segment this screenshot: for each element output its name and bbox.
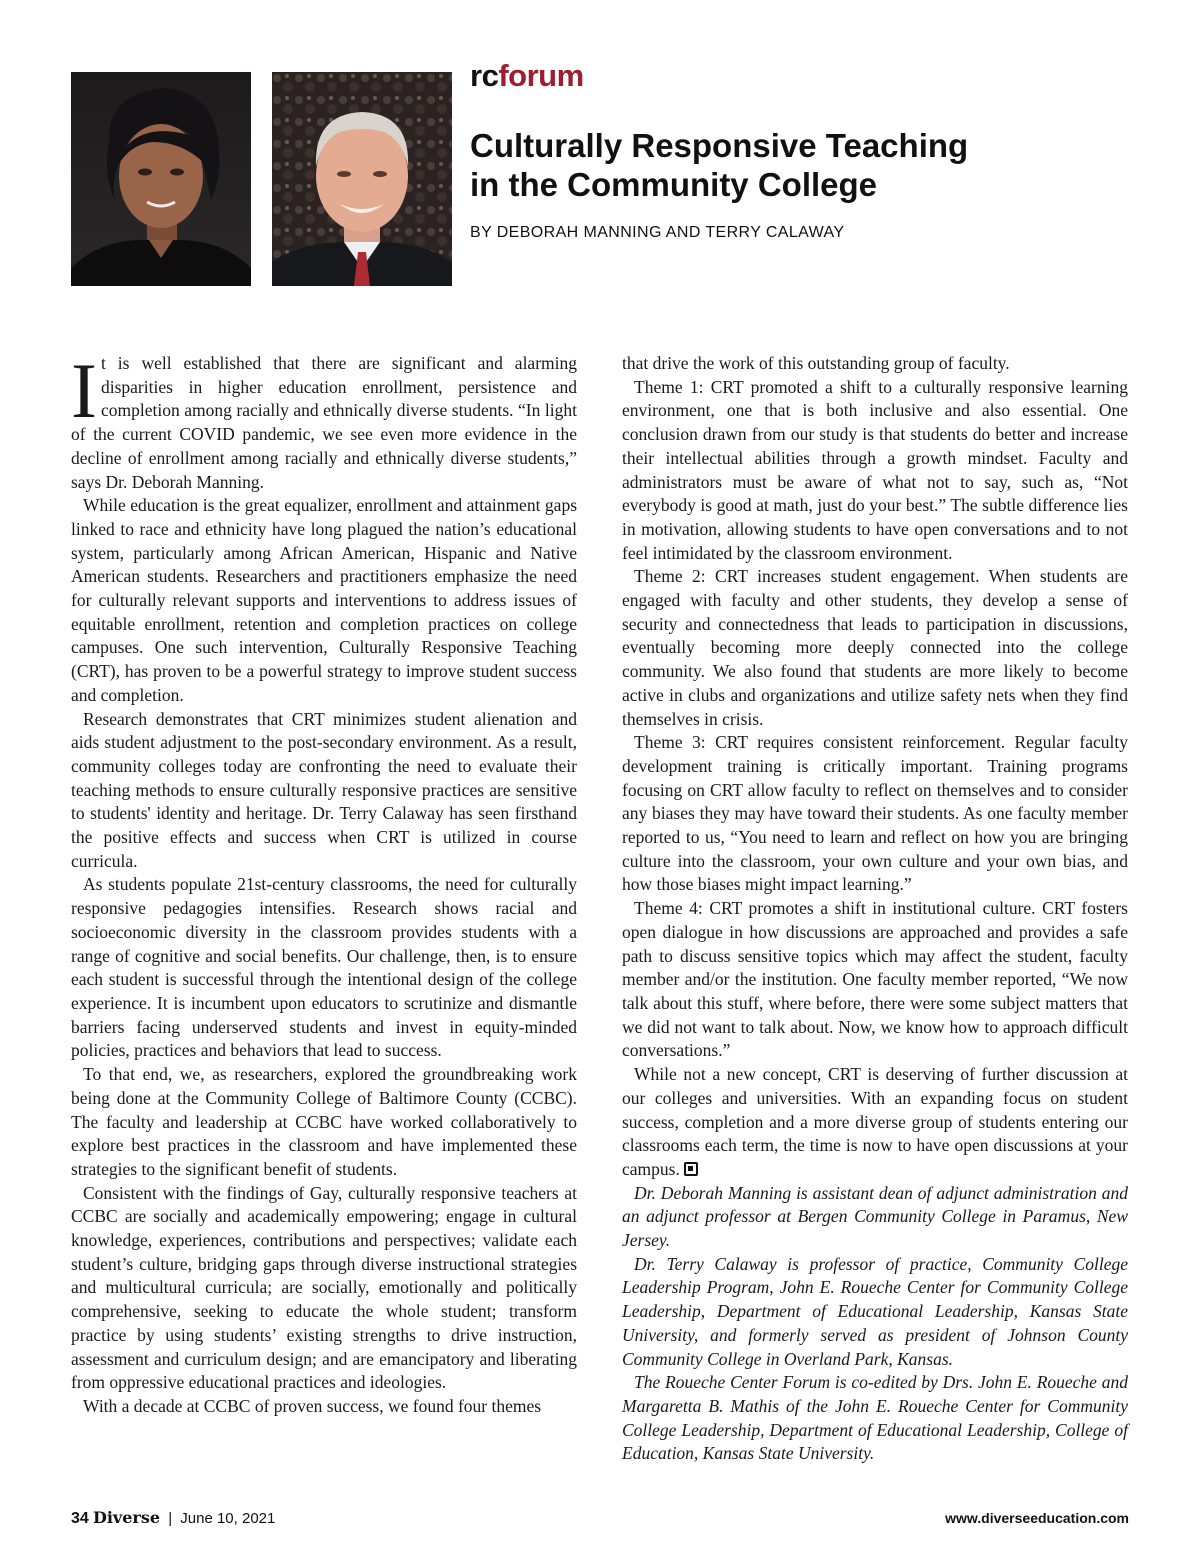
article-byline: BY DEBORAH MANNING AND TERRY CALAWAY: [470, 224, 845, 241]
section-label-suffix: forum: [498, 58, 584, 93]
paragraph: Theme 3: CRT requires consistent reinforcement. Regular faculty development training is critically important. Training programs focusing on CRT allow faculty to reflect on themselves and to consider any biases they may have toward their students. As one faculty member reported to us, “You need to learn and reflect on how you are bringing culture into the classroom, your own culture and your own bias, and how those biases might impact learning.”: [622, 732, 1128, 895]
paragraph: that drive the work of this outstanding group of faculty.: [622, 353, 1010, 373]
author-bio-calaway: Dr. Terry Calaway is professor of practice, Community College Leadership Program, John E. Roueche Center for Community College Leadership, Department of Educational Leadership, Kansas State University, and formerly served as president of Johnson County Community College in Overland Park, Kansas.: [622, 1253, 1128, 1369]
section-label: [470, 58, 1150, 98]
forum-editor-note: The Roueche Center Forum is co-edited by Drs. John E. Roueche and Margaretta B. Mathis of the John E. Roueche Center for Community College Leadership, Department of Educational Leadership, College of Education, Kansas State University.: [622, 1372, 1128, 1464]
article-title-line-1: Culturally Responsive Teaching: [470, 127, 969, 164]
paragraph: With a decade at CCBC of proven success, we found four themes: [83, 1395, 542, 1416]
paragraph: Theme 4: CRT promotes a shift in institutional culture. CRT fosters open dialogue in how discussions are approached and provides a safe path to discuss sensitive topics which may affect the student, faculty member and/or the institution. One faculty member reported, “We now talk about this stuff, where before, there were some subject matters that we did not want to talk about. Now, we know how to approach difficult conversations.”: [622, 898, 1128, 1061]
article-column-left: [71, 347, 577, 1419]
article-title: [470, 126, 1150, 204]
folio: [71, 1508, 275, 1528]
author-bio-manning: Dr. Deborah Manning is assistant dean of adjunct administration and an adjunct professor at Bergen Community College in Paramus, New Jersey.: [622, 1182, 1128, 1251]
paragraph: [71, 347, 577, 494]
paragraph: As students populate 21st-century classrooms, the need for culturally responsive pedagogies intensifies. Research shows racial and socioeconomic diversity in the classroom provides students with a range of cognitive and social benefits. Our challenge, then, is to ensure each student is successful through the intentional design of the college experience. It is incumbent upon educators to scrutinize and dismantle barriers facing underserved students and invest in equity-minded policies, practices and behaviors that lead to success.: [71, 874, 577, 1061]
page-number: 34: [71, 1510, 89, 1527]
paragraph-text: t is well established that there are significant and alarming disparities in higher education enrollment, persistence and completion among racially and ethnically diverse students. “In light of the current COVID pandemic, we see even more evidence in the decline of enrollment among racially and ethnically diverse students,” says Dr. Deborah Manning.: [71, 353, 577, 492]
author-photo-deborah-manning: [71, 72, 251, 286]
paragraph: While education is the great equalizer, enrollment and attainment gaps linked to race and ethnicity have long plagued the nation’s educational system, particularly among African American, Hispanic and Native American students. Researchers and practitioners emphasize the need for culturally relevant supports and interventions to address issues of equitable enrollment, retention and completion practices on college campuses. One such intervention, Culturally Responsive Teaching (CRT), has proven to be a powerful strategy to improve student success and completion.: [71, 495, 577, 705]
folio-separator: |: [168, 1510, 173, 1527]
paragraph: Research demonstrates that CRT minimizes student alienation and aids student adjustment to the post-secondary environment. As a result, community colleges today are confronting the need to evaluate their teaching methods to ensure culturally responsive practices are sensitive to students' identity and heritage. Dr. Terry Calaway has seen firsthand the positive effects and success when CRT is utilized in course curricula.: [71, 708, 577, 871]
paragraph: Theme 1: CRT promoted a shift to a culturally responsive learning environment, one that is both inclusive and also essential. One conclusion drawn from our study is that students do better and increase their intellectual abilities through a growth mindset. Faculty and administrators must be aware of what not to say, such as, “Not everybody is good at math, just do your best.” The subtle difference lies in motivation, allowing students to have open conversations and to not feel intimidated by the classroom environment.: [622, 376, 1128, 563]
article-column-right: [622, 352, 1128, 1466]
author-photo-terry-calaway: [272, 72, 452, 286]
article-title-line-2: in the Community College: [470, 166, 878, 203]
magazine-name: Diverse: [92, 1508, 161, 1527]
paragraph-text: While not a new concept, CRT is deserving of further discussion at our colleges and universities. With an expanding focus on student success, completion and a more diverse group of students entering our classrooms each term, the time is now to have open discussions at your campus.: [622, 1064, 1128, 1179]
article-header: [470, 58, 1150, 242]
issue-date: June 10, 2021: [180, 1510, 276, 1527]
section-label-prefix: rc: [470, 58, 499, 93]
paragraph: [622, 1063, 1128, 1182]
drop-cap: I: [71, 347, 97, 434]
paragraph: Theme 2: CRT increases student engagement. When students are engaged with faculty and other students, they develop a sense of security and connectedness that leads to participation in discussions, eventually becoming more deeply connected into the college community. We also found that students are more likely to become active in clubs and organizations and utilize safety nets when they find themselves in crisis.: [622, 566, 1128, 729]
paragraph: Consistent with the findings of Gay, culturally responsive teachers at CCBC are socially and academically empowering; engage in cultural knowledge, experiences, contributions and perspectives; validate each student’s culture, bridging gaps through diverse instructional strategies and multicultural curricula; are socially, emotionally and politically comprehensive, seeking to educate the whole student; transform practice by using students’ existing strengths to drive instruction, assessment and curriculum design; and are emancipatory and liberating from oppressive educational practices and ideologies.: [71, 1182, 577, 1393]
website-url: www.diverseeducation.com: [945, 1510, 1129, 1526]
end-of-article-icon: [684, 1162, 698, 1176]
paragraph: To that end, we, as researchers, explored the groundbreaking work being done at the Community College of Baltimore County (CCBC). The faculty and leadership at CCBC have worked collaboratively to explore best practices in the classroom and have implemented these strategies to the significant benefit of students.: [71, 1064, 577, 1179]
